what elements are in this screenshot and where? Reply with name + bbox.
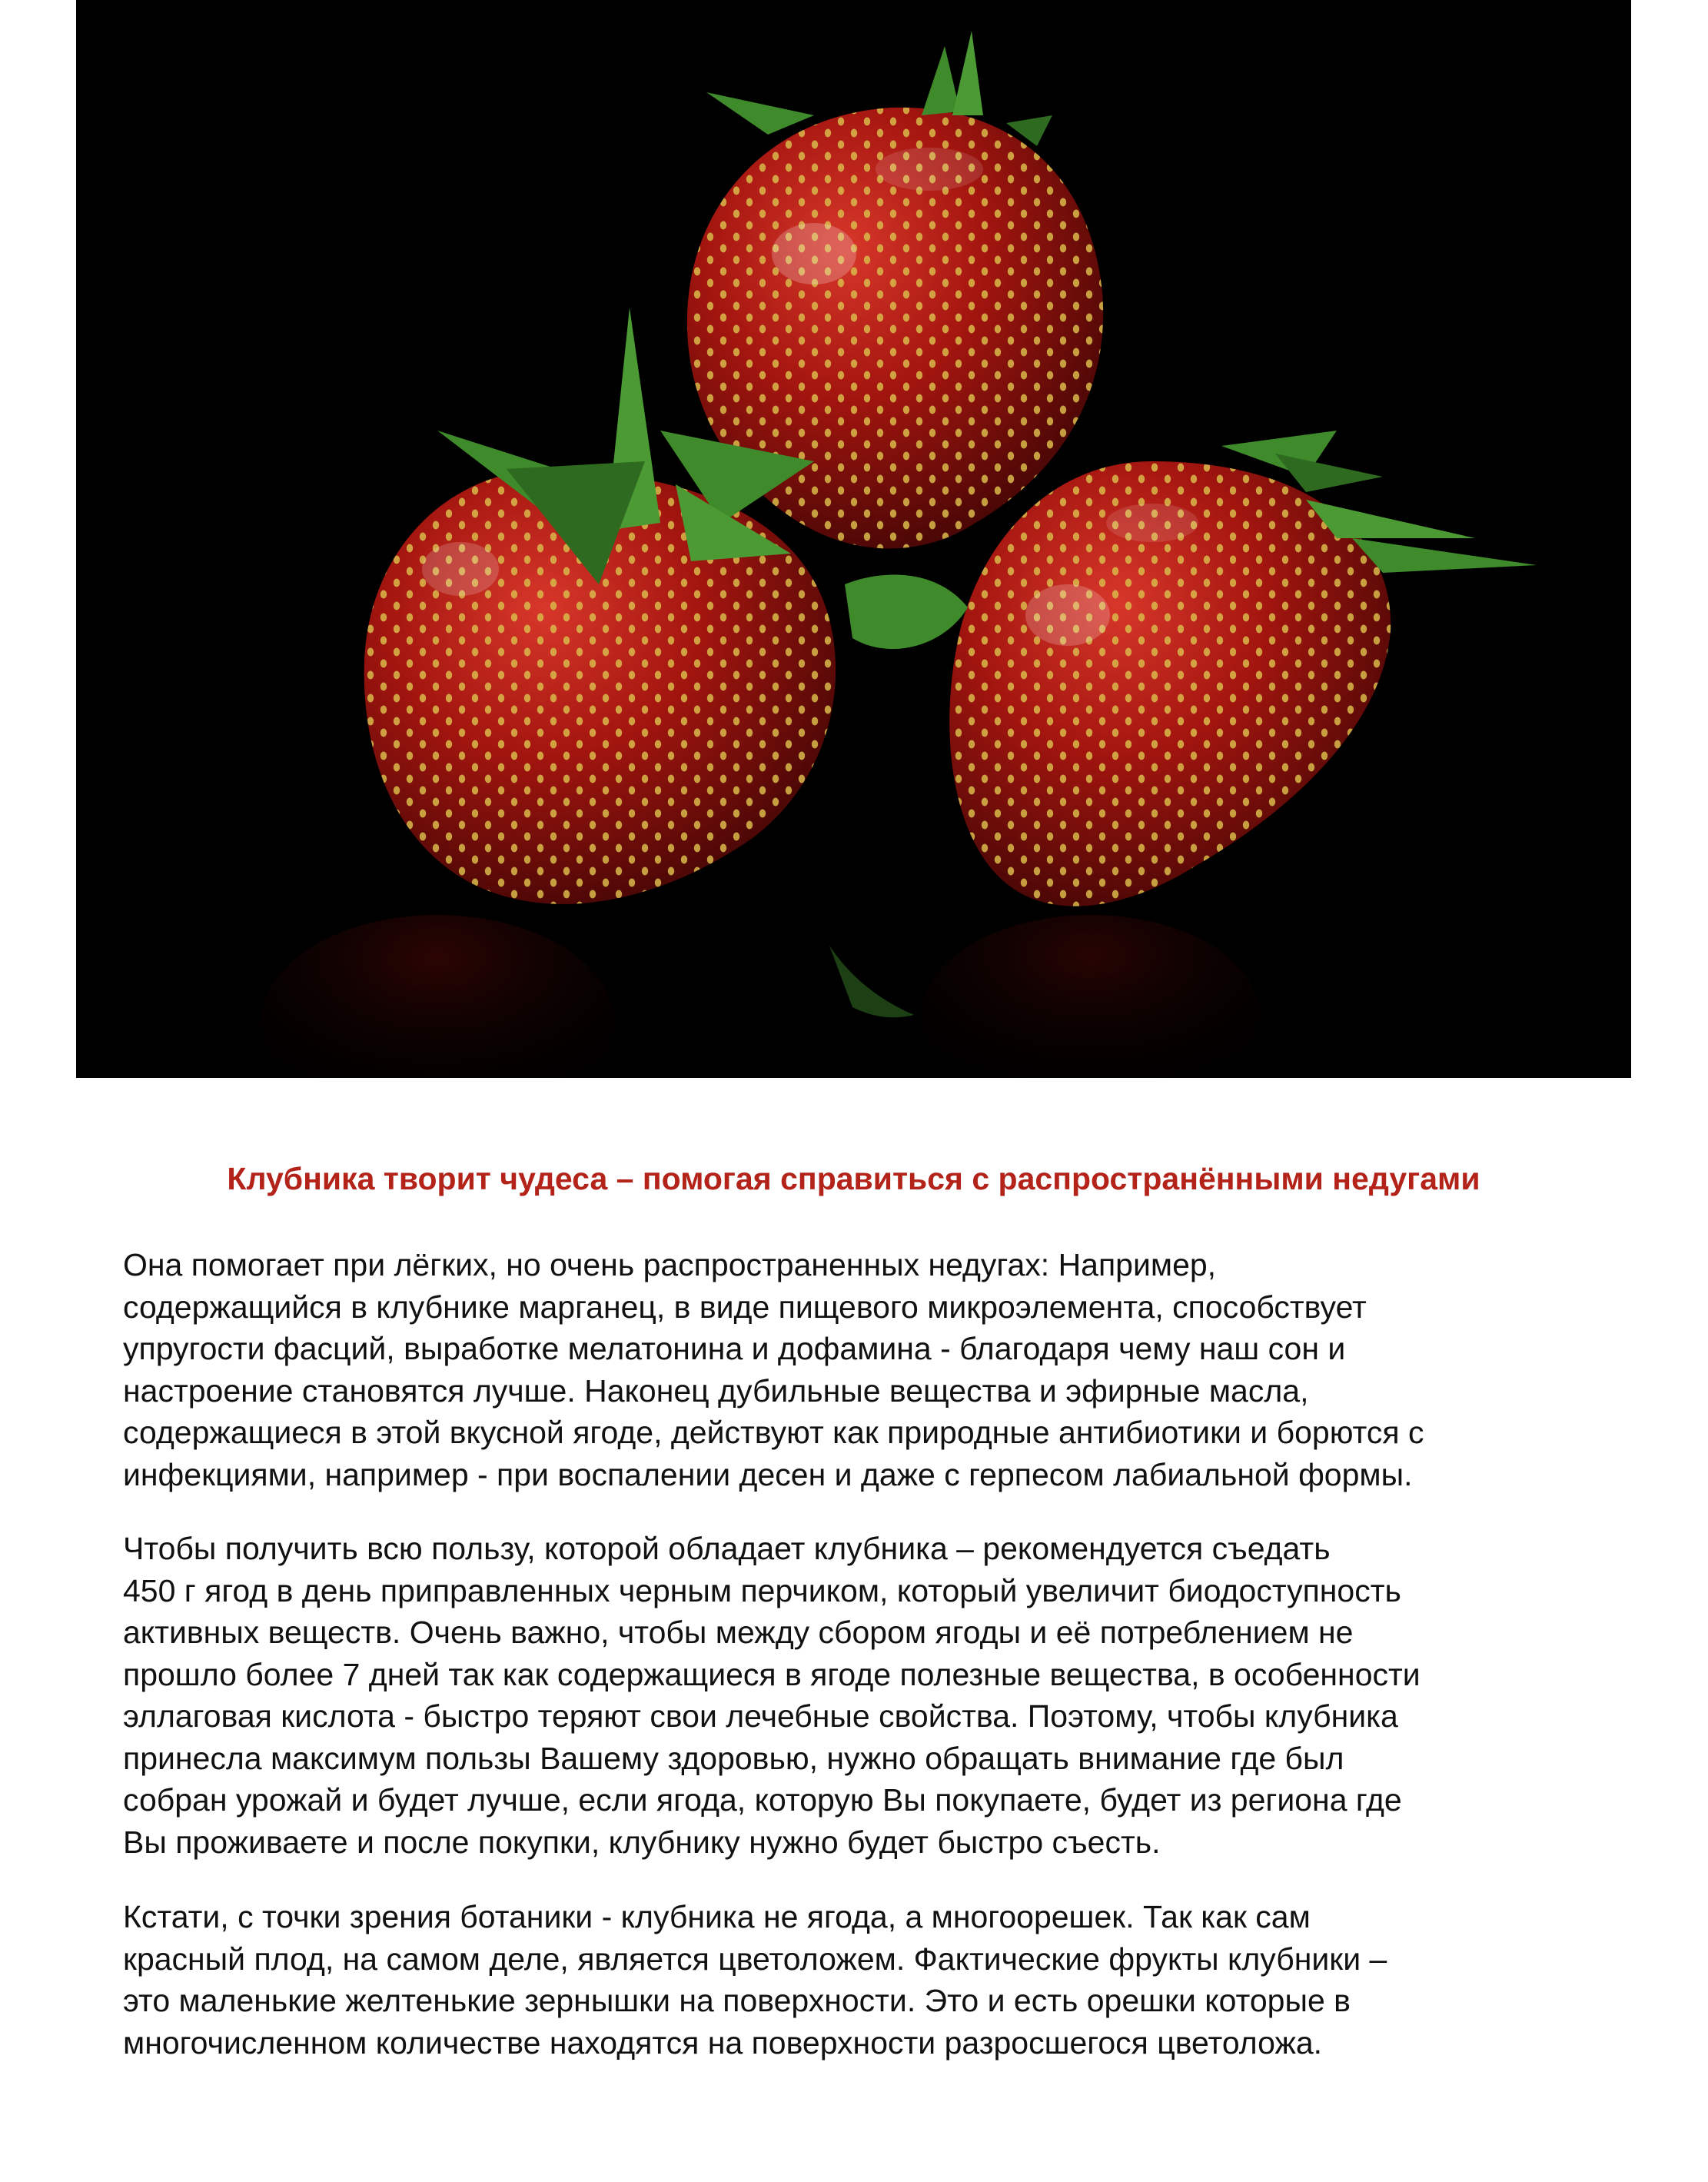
paragraph-line: настроение становятся лучше. Наконец дубильные вещества и эфирные масла,: [123, 1372, 1309, 1409]
paragraph-line: многочисленном количестве находятся на поверхности разросшегося цветоложа.: [123, 2024, 1323, 2061]
paragraph-line: прошло более 7 дней так как содержащиеся в ягоде полезные вещества, в особенности: [123, 1656, 1421, 1692]
strawberries-illustration: [76, 0, 1631, 1078]
paragraph-line: эллаговая кислота - быстро теряют свои лечебные свойства. Поэтому, чтобы клубника: [123, 1698, 1398, 1734]
paragraph-line: упругости фасций, выработке мелатонина и дофамина - благодаря чему наш сон и: [123, 1331, 1346, 1366]
paragraph-line: содержащийся в клубнике марганец, в виде пищевого микроэлемента, способствует: [123, 1289, 1367, 1325]
paragraph-line: инфекциями, например - при воспалении десен и даже с герпесом лабиальной формы.: [123, 1456, 1413, 1492]
strawberries-photo: [76, 0, 1631, 1078]
paragraph-line: красный плод, на самом деле, является цветоложем. Фактические фрукты клубники –: [123, 1941, 1387, 1977]
paragraph-line: принесла максимум пользы Вашему здоровью, нужно обращать внимание где был: [123, 1740, 1344, 1776]
paragraph-line: Кстати, с точки зрения ботаники - клубника не ягода, а многоорешек. Так как сам: [123, 1899, 1311, 1934]
paragraph-line: активных веществ. Очень важно, чтобы между сбором ягоды и её потреблением не: [123, 1615, 1354, 1650]
paragraph-line: содержащиеся в этой вкусной ягоде, действуют как природные антибиотики и борются с: [123, 1415, 1424, 1450]
paragraph-line: 450 г ягод в день приправленных черным перчиком, который увеличит биодоступность: [123, 1572, 1401, 1608]
paragraph-line: Чтобы получить всю пользу, которой обладает клубника – рекомендуется съедать: [123, 1531, 1331, 1566]
paragraph-line: Вы проживаете и после покупки, клубнику нужно будет быстро съесть.: [123, 1824, 1161, 1860]
paragraph-health-benefits: [123, 1244, 1630, 1495]
article-headline: Клубника творит чудеса – помогая справиться с распространёнными недугами: [227, 1161, 1480, 1196]
paragraph-botany-fact: [123, 1896, 1630, 2064]
paragraph-line: собран урожай и будет лучше, если ягода, которую Вы покупаете, будет из региона где: [123, 1782, 1402, 1818]
paragraph-recommended-intake: [123, 1528, 1630, 1863]
paragraph-line: это маленькие желтенькие зернышки на поверхности. Это и есть орешки которые в: [123, 1983, 1351, 2018]
paragraph-line: Она помогает при лёгких, но очень распространенных недугах: Например,: [123, 1247, 1217, 1282]
